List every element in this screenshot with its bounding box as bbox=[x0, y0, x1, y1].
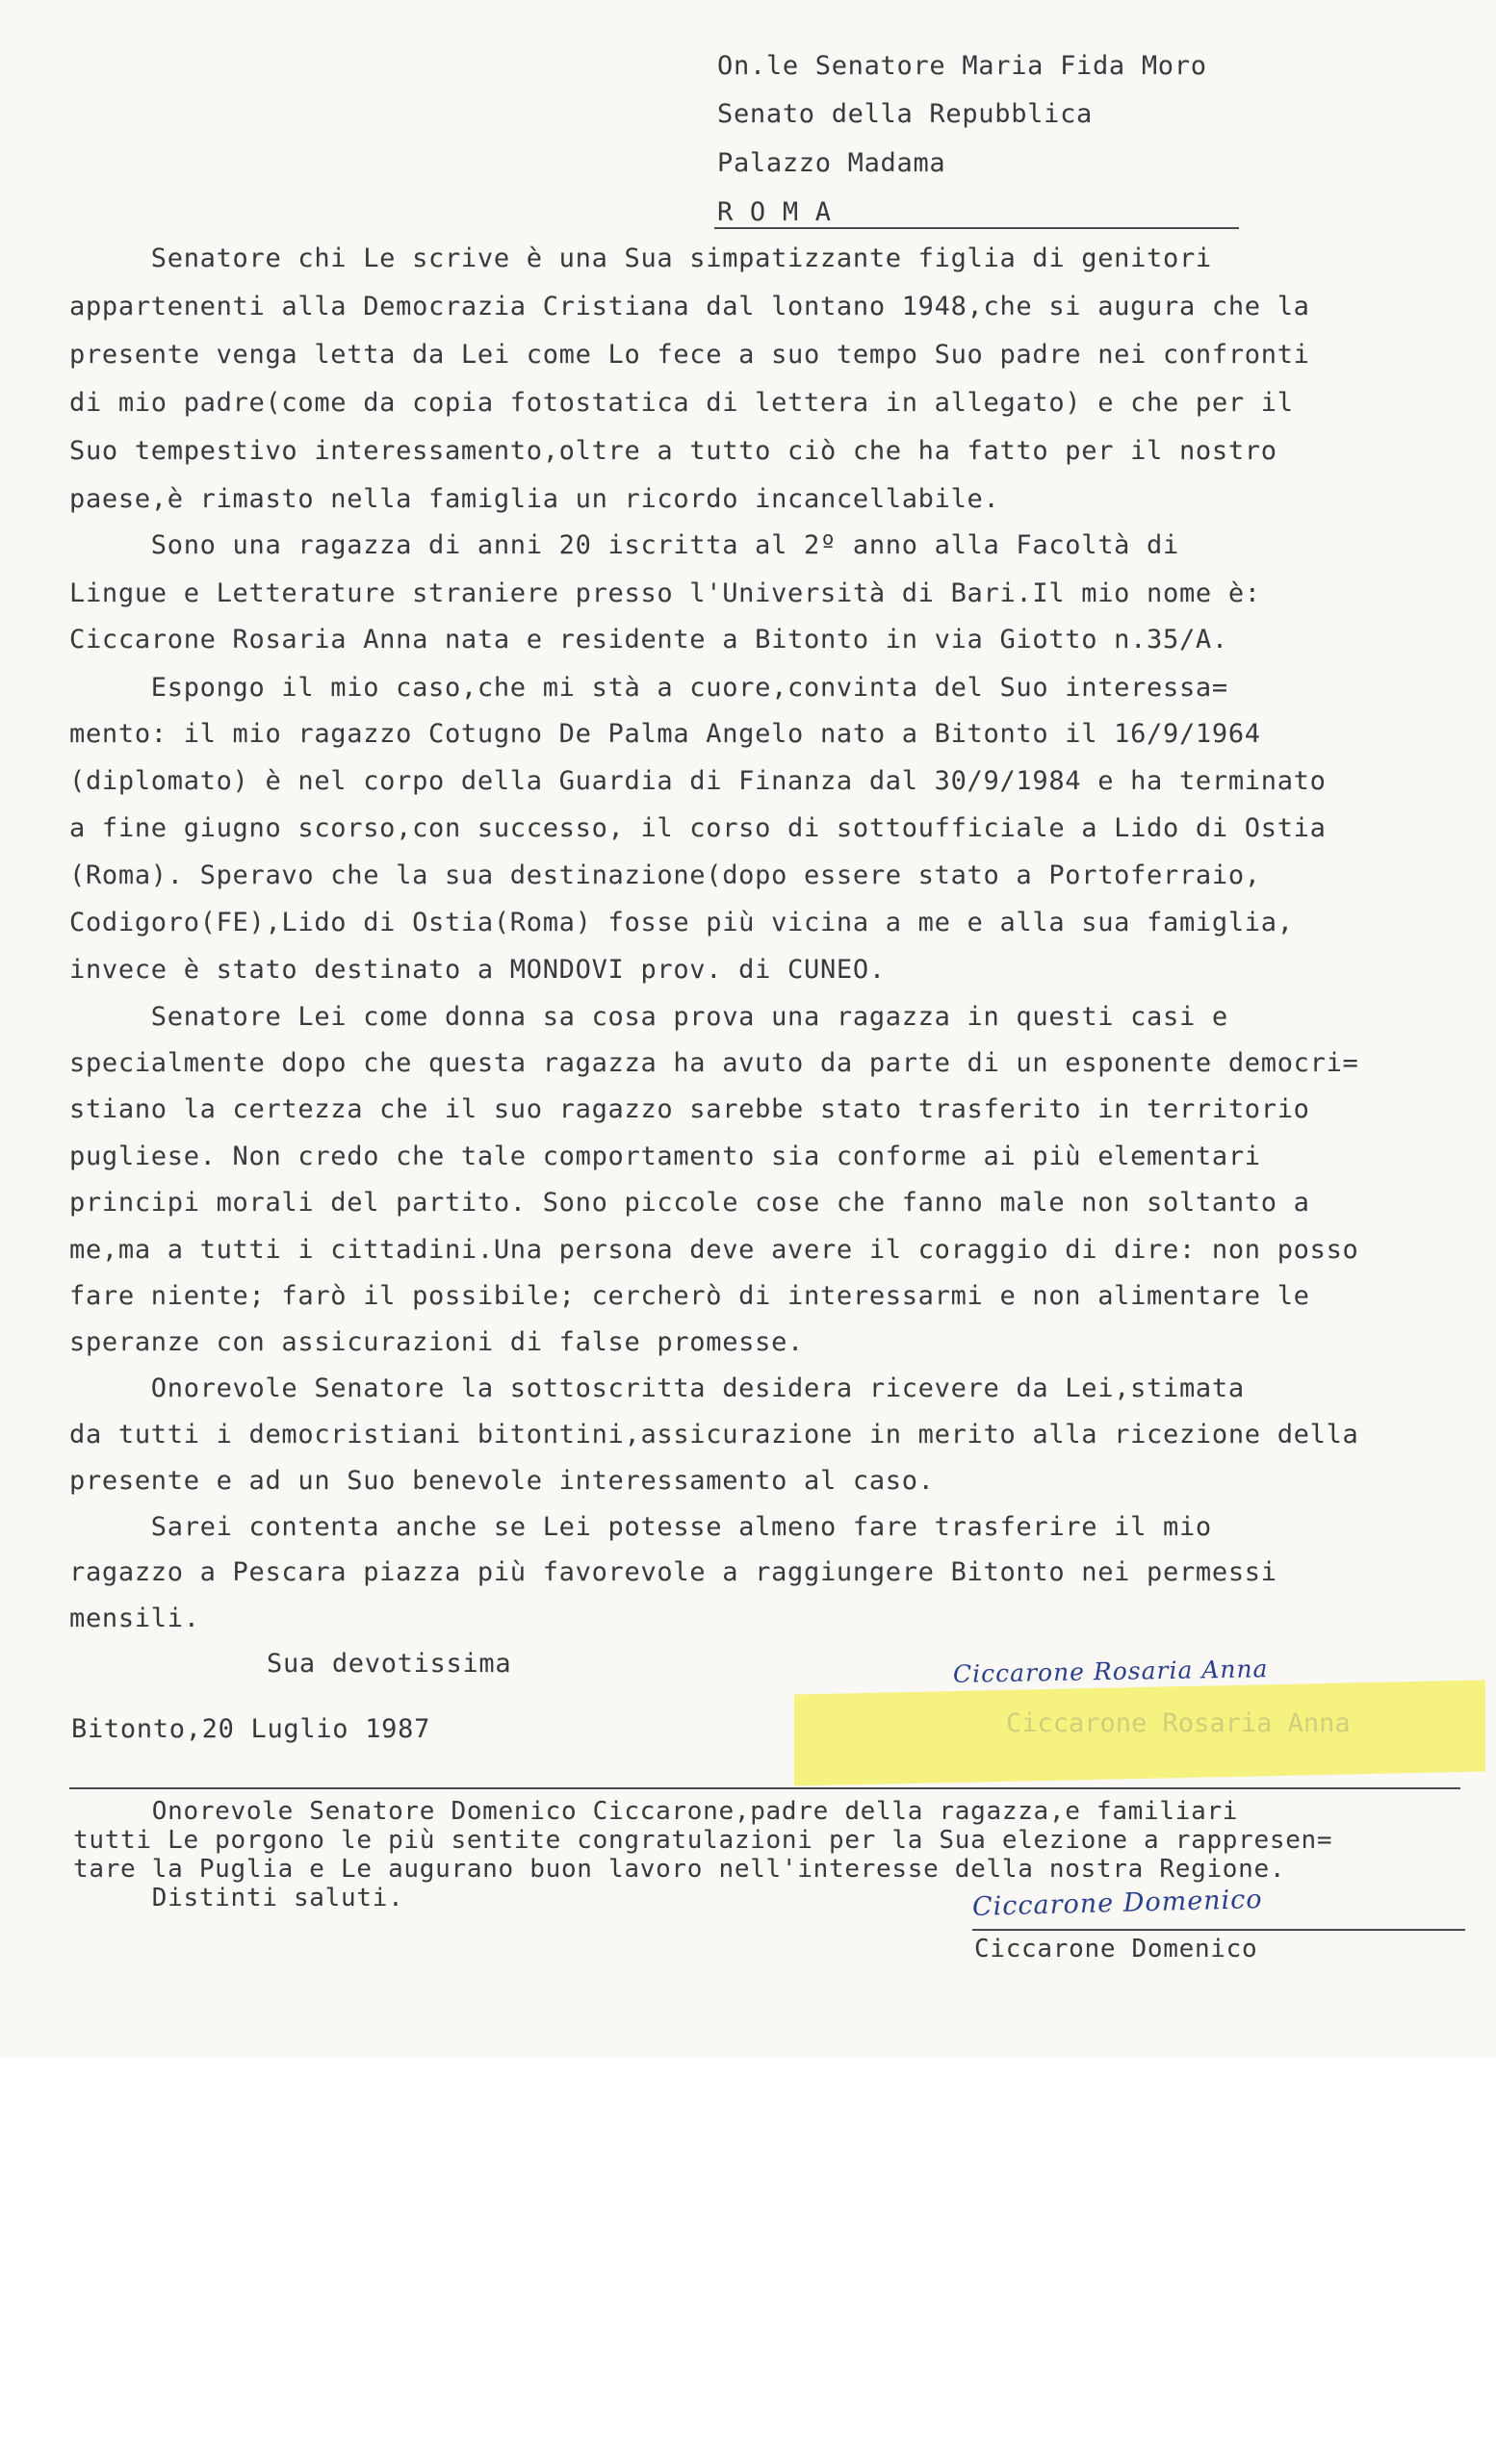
body-line: Sarei contenta anche se Lei potesse almeno fare trasferire il mio bbox=[69, 1512, 1212, 1542]
separator-line bbox=[69, 1787, 1460, 1789]
body-line: speranze con assicurazioni di false promesse. bbox=[69, 1327, 804, 1357]
recipient-building: Palazzo Madama bbox=[717, 148, 946, 178]
body-line: Codigoro(FE),Lido di Ostia(Roma) fosse più vicina a me e alla sua famiglia, bbox=[69, 908, 1294, 937]
body-line: Lingue e Letterature straniere presso l'Università di Bari.Il mio nome è: bbox=[69, 578, 1261, 608]
postscript-line: tare la Puglia e Le augurano buon lavoro nell'interesse della nostra Regione. bbox=[73, 1855, 1286, 1884]
body-line: (Roma). Speravo che la sua destinazione(dopo essere stato a Portoferraio, bbox=[69, 860, 1261, 890]
highlighted-name: Ciccarone Rosaria Anna bbox=[1006, 1708, 1351, 1738]
body-line: ragazzo a Pescara piazza più favorevole a raggiungere Bitonto nei permessi bbox=[69, 1557, 1277, 1587]
signature-line bbox=[972, 1929, 1465, 1931]
recipient-city: R O M A bbox=[717, 197, 832, 227]
body-line: Senatore chi Le scrive è una Sua simpatizzante figlia di genitori bbox=[69, 244, 1212, 273]
body-line: Suo tempestivo interessamento,oltre a tutto ciò che ha fatto per il nostro bbox=[69, 436, 1277, 466]
body-line: me,ma a tutti i cittadini.Una persona deve avere il coraggio di dire: non posso bbox=[69, 1235, 1359, 1265]
body-line: Senatore Lei come donna sa cosa prova una ragazza in questi casi e bbox=[69, 1002, 1228, 1032]
body-line: Ciccarone Rosaria Anna nata e residente a Bitonto in via Giotto n.35/A. bbox=[69, 625, 1228, 654]
recipient-line: On.le Senatore Maria Fida Moro bbox=[717, 51, 1207, 81]
body-line: Sono una ragazza di anni 20 iscritta al 2º anno alla Facoltà di bbox=[69, 530, 1179, 560]
body-line: di mio padre(come da copia fotostatica di lettera in allegato) e che per il bbox=[69, 388, 1294, 418]
postscript-line: tutti Le porgono le più sentite congratulazioni per la Sua elezione a rappresen= bbox=[73, 1826, 1333, 1855]
body-line: invece è stato destinato a MONDOVI prov. di CUNEO. bbox=[69, 955, 886, 985]
closing-text: Sua devotissima bbox=[267, 1649, 512, 1679]
typed-name-domenico: Ciccarone Domenico bbox=[974, 1935, 1258, 1964]
body-line: principi morali del partito. Sono piccole cose che fanno male non soltanto a bbox=[69, 1188, 1310, 1218]
postscript-line: Onorevole Senatore Domenico Ciccarone,padre della ragazza,e familiari bbox=[73, 1797, 1239, 1826]
city-underline bbox=[714, 227, 1239, 229]
body-line: specialmente dopo che questa ragazza ha avuto da parte di un esponente democri= bbox=[69, 1048, 1359, 1078]
place-date: Bitonto,20 Luglio 1987 bbox=[71, 1714, 431, 1744]
body-line: presente e ad un Suo benevole interessamento al caso. bbox=[69, 1466, 935, 1496]
body-line: Espongo il mio caso,che mi stà a cuore,convinta del Suo interessa= bbox=[69, 673, 1228, 703]
body-line: Onorevole Senatore la sottoscritta desidera ricevere da Lei,stimata bbox=[69, 1373, 1245, 1403]
body-line: fare niente; farò il possibile; cercherò di interessarmi e non alimentare le bbox=[69, 1281, 1310, 1311]
body-line: pugliese. Non credo che tale comportamento sia conforme ai più elementari bbox=[69, 1142, 1261, 1171]
body-line: da tutti i democristiani bitontini,assicurazione in merito alla ricezione della bbox=[69, 1420, 1359, 1450]
postscript-line: Distinti saluti. bbox=[73, 1884, 404, 1912]
signature-domenico: Ciccarone Domenico bbox=[971, 1885, 1263, 1922]
body-line: stiano la certezza che il suo ragazzo sarebbe stato trasferito in territorio bbox=[69, 1094, 1310, 1124]
body-line: paese,è rimasto nella famiglia un ricordo incancellabile. bbox=[69, 484, 1000, 514]
body-line: (diplomato) è nel corpo della Guardia di Finanza dal 30/9/1984 e ha terminato bbox=[69, 766, 1327, 796]
body-line: appartenenti alla Democrazia Cristiana dal lontano 1948,che si augura che la bbox=[69, 292, 1310, 321]
recipient-institution: Senato della Repubblica bbox=[717, 99, 1093, 129]
signature-anna: Ciccarone Rosaria Anna bbox=[952, 1655, 1269, 1688]
body-line: presente venga letta da Lei come Lo fece a suo tempo Suo padre nei confronti bbox=[69, 340, 1310, 370]
body-line: mento: il mio ragazzo Cotugno De Palma Angelo nato a Bitonto il 16/9/1964 bbox=[69, 719, 1261, 749]
body-line: a fine giugno scorso,con successo, il corso di sottoufficiale a Lido di Ostia bbox=[69, 813, 1327, 843]
body-line: mensili. bbox=[69, 1604, 200, 1633]
